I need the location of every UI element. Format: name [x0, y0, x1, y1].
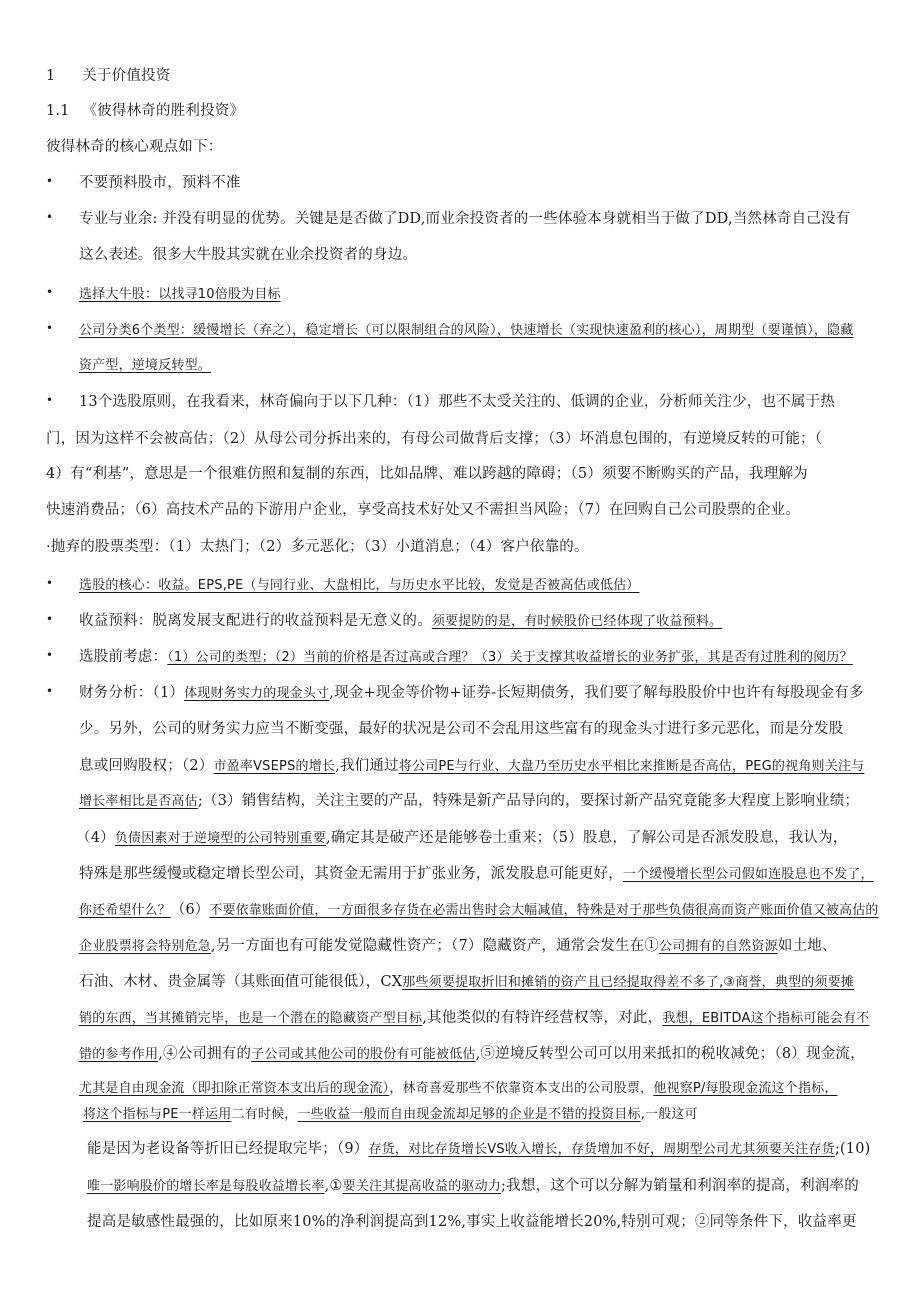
- bullet-4: •: [46, 321, 54, 335]
- finance-line-3-d: 将公司PE与行业、大盘乃至历史水平相比来推断是否高估，PEG的视角则关注与: [398, 759, 865, 774]
- finance-line-11-b: ,④公司拥有的: [158, 1046, 252, 1062]
- finance-line-14-a: 能是因为老设备等折旧已经提取完毕；（9）: [87, 1141, 369, 1157]
- paragraph-9-part-b: （1）公司的类型；（2）当前的价格是否过高或合理？（3）关于支撑其收益增长的业务扩张，其是否有过胜利的阅历？: [167, 650, 853, 665]
- paragraph-6: ·抛弃的股票类型：（1）太热门；（2）多元恶化；（3）小道消息；（4）客户依靠的。: [46, 539, 589, 555]
- paragraph-5-line-1: 13个选股原则，在我看来，林奇偏向于以下几种：（1）那些不太受关注的、低调的企业，分析师关注少，也不属于热: [79, 394, 836, 410]
- bullet-5: •: [46, 393, 54, 407]
- paragraph-8: [79, 609, 722, 630]
- finance-line-13-d: ,一般这可: [640, 1107, 698, 1122]
- finance-line-15-c: 要关注其提高收益的驱动力: [342, 1179, 502, 1194]
- finance-line-8: [79, 934, 837, 955]
- heading-1: [46, 64, 170, 85]
- finance-line-9-a: 石油、木材、贵金属等（其账面值可能很低），CX: [79, 974, 403, 990]
- finance-line-9-c: ,③商誉，典型的须要摊: [719, 975, 855, 990]
- bullet-7: •: [46, 576, 54, 590]
- bullet-2: •: [46, 210, 54, 224]
- finance-line-1-a: 财务分析：（1）: [79, 685, 185, 701]
- paragraph-2-line-2: 这么表述。很多大牛股其实就在业余投资者的身边。: [79, 247, 418, 263]
- finance-line-13-c: 一些收益一般而自由现金流却足够的企业是不错的投资目标: [297, 1107, 641, 1122]
- bullet-3: •: [46, 285, 54, 299]
- finance-line-5-c: ,确定其是破产还是能够卷土重来；（5）股息，了解公司是否派发股息，我认为，: [326, 830, 848, 846]
- finance-line-10: [79, 1006, 869, 1027]
- finance-line-3-c: ,我们通过: [335, 758, 399, 774]
- paragraph-4-line-1: 公司分类6个类型：缓慢增长（弃之），稳定增长（可以限制组合的风险），快速增长（实现快速盈利的核心），周期型（要谨慎），隐藏: [79, 323, 854, 338]
- finance-line-10-a: 销的东西，当其摊销完毕，也是一个潜在的隐藏资产型目标: [79, 1011, 423, 1026]
- finance-line-3-a: 息或回购股权；（2）: [79, 758, 214, 774]
- finance-line-14-b: 存货，对比存货增长VS收入增长，存货增加不好，周期型公司尤其须要关注存货: [368, 1142, 835, 1157]
- paragraph-4-line-2: 资产型，逆境反转型。: [79, 358, 212, 373]
- finance-line-13-a: 将这个指标与PE一样运用: [83, 1107, 232, 1122]
- finance-line-14-c: ;(10): [834, 1141, 871, 1157]
- finance-line-15-b: ,①: [324, 1178, 343, 1194]
- finance-line-9-b: 那些须要提取折旧和摊销的资产且已经提取得差不多了: [402, 975, 720, 990]
- paragraph-3: 选择大牛股：以找寻10倍股为目标: [79, 287, 281, 302]
- finance-line-6-a: 特殊是那些缓慢或稳定增长型公司，其资金无需用于扩张业务，派发股息可能更好，: [79, 866, 623, 882]
- bullet-8: •: [46, 612, 54, 626]
- finance-line-4-a: 增长率相比是否高估: [79, 794, 198, 809]
- finance-line-8-b: ,另一方面也有可能发觉隐藏性资产；（7）隐藏资产，通常会发生在①: [211, 938, 659, 954]
- finance-line-15-a: 唯一影响股价的增长率是每股收益增长率: [87, 1179, 325, 1194]
- finance-line-10-b: ,其他类似的有特许经营权等，对此，: [422, 1010, 663, 1026]
- finance-line-12-c: 他视察P/每股现金流这个指标，: [653, 1081, 838, 1096]
- heading-2-title: 《彼得林奇的胜利投资》: [82, 103, 245, 119]
- finance-line-11: [79, 1042, 865, 1063]
- finance-line-15-d: ;我想，这个可以分解为销量和利润率的提高，利润率的: [501, 1178, 859, 1194]
- finance-line-5-a: （4）: [76, 830, 115, 846]
- finance-line-7-b: （6）: [170, 902, 210, 918]
- bullet-9: •: [46, 648, 54, 662]
- intro-text: 彼得林奇的核心观点如下：: [46, 139, 223, 155]
- paragraph-7: 选股的核心：收益。EPS,PE（与同行业、大盘相比，与历史水平比较，发觉是否被高估或低估）: [79, 578, 640, 593]
- finance-line-1: [79, 681, 864, 702]
- finance-line-5: [76, 826, 848, 847]
- finance-line-1-c: ,现金+现金等价物+证券-长短期债务，我们要了解每股股价中也许有每股现金有多: [329, 685, 864, 701]
- finance-line-2: 少。另外，公司的财务实力应当不断变强，最好的状况是公司不会乱用这些富有的现金头寸进行多元恶化，而是分发股: [79, 721, 844, 737]
- finance-line-6: [79, 862, 874, 883]
- bullet-1: •: [46, 174, 54, 188]
- paragraph-8-part-b: 须要提防的是，有时候股价已经体现了收益预料。: [431, 614, 723, 629]
- finance-line-7: [79, 898, 878, 919]
- finance-line-10-c: 我想，EBITDA这个指标可能会有不: [662, 1011, 870, 1026]
- finance-line-7-a: 你还希望什么？: [79, 903, 171, 918]
- paragraph-5-line-2: 门，因为这样不会被高估；（2）从母公司分拆出来的，有母公司做背后支撑；（3）坏消息包围的，有逆境反转的可能；（: [46, 431, 823, 447]
- finance-line-8-c: 公司拥有的自然资源: [659, 939, 778, 954]
- finance-line-5-b: 负债因素对于逆境型的公司特别重要: [114, 831, 327, 846]
- finance-line-13-b: 二有时候，: [231, 1107, 298, 1122]
- finance-line-8-d: 如土地、: [777, 938, 837, 954]
- paragraph-9: [79, 645, 853, 666]
- finance-line-4-b: ;（3）销售结构，关注主要的产品，特殊是新产品导向的，要探讨新产品究竟能多大程度上影响业绩；: [197, 793, 860, 809]
- finance-line-11-d: ,⑤逆境反转型公司可以用来抵扣的税收减免；（8）现金流，: [475, 1046, 865, 1062]
- finance-line-3-b: 市盈率VSEPS的增长: [213, 759, 336, 774]
- paragraph-1: 不要预料股市，预料不准: [79, 175, 241, 191]
- finance-line-12: [79, 1077, 838, 1096]
- finance-line-1-b: 体现财务实力的现金头寸: [184, 686, 330, 701]
- heading-1-title: 关于价值投资: [82, 68, 171, 84]
- paragraph-9-part-a: 选股前考虑：: [79, 649, 168, 665]
- heading-2-number: 1.1: [46, 103, 70, 119]
- finance-line-16: 提高是敏感性最强的，比如原来10%的净利润提高到12%,事实上收益能增长20%,特别可观；②同等条件下，收益率更: [87, 1214, 857, 1230]
- finance-line-4: [79, 789, 859, 810]
- paragraph-5-line-3: 4）有“利基”，意思是一个很难仿照和复制的东西，比如品牌、难以跨越的障碍；（5）须要不断购买的产品，我理解为: [46, 466, 808, 482]
- finance-line-9: [79, 970, 854, 991]
- finance-line-3: [79, 754, 864, 775]
- paragraph-2-line-1: 专业与业余: 并没有明显的优势。关键是是否做了DD,而业余投资者的一些体验本身就相当于做了DD,当然林奇自己没有: [79, 211, 851, 227]
- paragraph-8-part-a: 收益预料：脱离发展支配进行的收益预料是无意义的。: [79, 613, 432, 629]
- finance-line-7-c: 不要依靠账面价值，一方面很多存货在必需出售时会大幅减值，特殊是对于那些负债很高而资产账面价值又被高估的: [209, 903, 879, 918]
- finance-line-6-b: 一个缓慢增长型公司假如连股息也不发了，: [622, 867, 874, 882]
- finance-line-11-a: 错的参考作用: [79, 1047, 159, 1062]
- finance-line-12-b: ，林奇喜爱那些不依靠资本支出的公司股票，: [389, 1081, 654, 1096]
- finance-line-15: [87, 1174, 859, 1195]
- finance-line-14: [87, 1137, 871, 1158]
- heading-2: [46, 99, 244, 120]
- bullet-10: •: [46, 684, 54, 698]
- finance-line-13: [83, 1103, 698, 1122]
- paragraph-5-line-4: 快速消费品；（6）高技术产品的下游用户企业，享受高技术好处又不需担当风险；（7）在回购自己公司股票的企业。: [46, 502, 801, 518]
- finance-line-8-a: 企业股票将会特别危急: [79, 939, 212, 954]
- heading-1-number: 1: [46, 68, 56, 84]
- finance-line-11-c: 子公司或其他公司的股份有可能被低估: [251, 1047, 476, 1062]
- finance-line-12-a: 尤其是自由现金流（即扣除正常资本支出后的现金流）: [79, 1081, 390, 1096]
